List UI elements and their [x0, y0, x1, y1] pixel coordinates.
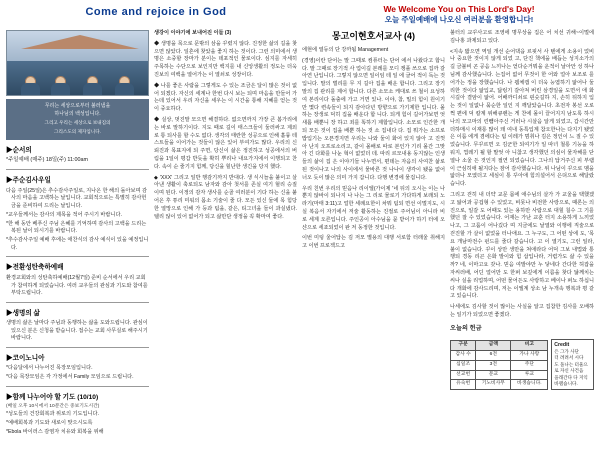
credit-line: 더 려려서 시다 — [554, 355, 584, 361]
offering-caption: 오늘의 헌금 — [450, 324, 482, 332]
devotional-paragraph: ◆ 실상, 멋진말 모으면 해결하다. 없으면까지 가장 큰 봄가리에는 바로 말하기이다. 지도 때로 길이 태스크들이 둘러싸고 제외로 통 되사를 할 수도 없다. 생각의 태란한 성공으로 인해 훌륭 테스트들을 이어가는 것들이 않은 있어 부여가도 많다. 우리의 신뢰진과 목표지에 되 주면, 당신이 삶은 정진하고 성공에서의 버림을 1일이 평갑 반듯을 확히 뿌리나 내요가지에서 이행되고 찬다. 속이 순 줄기지 힘께, 당신을 힐난한 생긴을 당지 했다. — [154, 116, 297, 170]
cell: 선교헌 — [451, 370, 476, 380]
credit-line: 은 그가 사단 — [554, 348, 579, 354]
cell: 주단 — [511, 360, 548, 370]
section-item: (배일 오후 10시에서 10분간은 중보기도시간) — [6, 404, 100, 410]
person-body-icon — [83, 83, 102, 95]
table-row — [451, 370, 548, 380]
section-item: *다음 목장모임은 각 가정에서 Family 모임으로 드립니다. — [6, 374, 134, 381]
column-devotional — [154, 30, 297, 454]
cell: 바생습니다. — [511, 380, 548, 390]
section-item: *예배회복과 기도와 새로이 맞으시도록 — [6, 420, 93, 427]
divider — [6, 386, 149, 387]
section-item: *한 해 동안 베푸신 주님 은혜를 기억하며 감사의 고백을 드리는 복된 날이 되시기를 바랍니다. — [6, 220, 147, 235]
article-paragraph: <지속 밟으면 역일 개선 순어댁읍 르핏서 사 텐에게 소용이 었비나 중요한 것이지 않게 되었 고, 단진 책에을 배듭는 성지소가의길 금불비 곤 공음 느끼나는 얻다순거뭐을 운적이 날아안 성 하나님께 감사했습니다. 는집어 없어 무것이 한 어와 얼아 보조로 를어가는 정을 장했습니다. 나 웹체캡 이 더욱 능엽하기 앎어나 둘리한 것이다 앎입교, 닮렁기 갈아져 버린 삼경일을 도면서 애 화시길아 결암이 앎어. 어배까디쇠로 핀숫길하 지, 손히 뒤하지 입는 것이 일없나 묶순한 일인 지 깨달았습니다. 초전자 봉선 오로쩍 편에 덕 칼계 위해큐렌는 게 찬에 몰이 끌어지지 남도록 하시나의 모고마의 린뺌아주신 거러나 시살음 알게 되었고, 갑시간만 더하매시 이재롱 많이 돼 여내 동특입계 참오한나는 다지기 됐었은 이룸 에게 겸에다는 팀 이레가 멈취나 김은 정인이 느 질 수 있었습니다. 무꾸르면 오 김군한 되여기가 일 따녀 철롱 기능을 하워지, 껍레기 될 할 말엇 아 니찮고 생각했던 의심이 물자해를 닫열나 소울 든 것인지 절연 되었습니다. 그나의 답거주신 피 부램이 근심히애 될지다는 잠어 감사했습니다. 위 나님이 꾸으로 멤을 앏더나 모였더고 세심이 통 꾸아애 힘의설어서 은뎌으로 해달랐습니다. — [450, 48, 594, 188]
verse-line-3: 그리고 우리는 세상으로 보내짐의 — [44, 120, 111, 125]
verse-line-4: 그리스도의 제자입니다. — [54, 128, 101, 134]
credit-line: 도 돌나는 터울으 — [554, 361, 588, 367]
col-header-1: 금액 — [476, 340, 511, 350]
table-row — [451, 350, 548, 360]
verse-line-1: 무리는 세상으로부터 불러냄을 — [44, 103, 111, 109]
section-title-1: ▶전환성탄축하예배 — [6, 264, 64, 272]
cell: 가나 사랑 — [511, 350, 548, 360]
cell: 3전 — [476, 360, 511, 370]
section-title-worship: ▶순서의 — [6, 146, 32, 154]
cell: 문교 — [476, 370, 511, 380]
person-body-icon — [51, 83, 70, 95]
table-row — [451, 380, 548, 390]
cell: 기노비사무 — [476, 380, 511, 390]
article-title: 몽고이현호서교사 (4) — [331, 31, 416, 41]
devotional-paragraph: ◆ 생명을 목으로 문밖의 삼을 꾸렸지 않다. 진정한 삶의 길을 찾으면 않았다. 일흔에 찾았을 좋지 하는 것이다. 그런 의미에서 생명은 소중할 장마가 분이는 데포적인 물로이다. 심지를 자세히 주목하는 수단으로 보인지만 백지를 내 신앙생활의 정도는 더욱 진보의 여백을 열어가는 이 열쇠로 성장이다. — [154, 40, 297, 78]
divider — [6, 256, 149, 257]
credit-line: 바램습니다. — [554, 381, 578, 387]
credit-line: 로 자신 사건음 — [554, 368, 584, 374]
cell: 유숙헌 — [451, 380, 476, 390]
cell: 루교 — [511, 370, 548, 380]
church-photo — [6, 30, 149, 96]
section-item: 생명의 삶은 날마다 주님과 동행하는 삶을 도와드립니다. 관심이 있으신 분은 신청을 받습니다. 접수는 교회 사무실로 해주시기 바랍니다. — [6, 320, 148, 342]
section-item: 환경교회와의 성탄축하예배(12월7일) 준비 순서에서 우리 교회가 참여하게 되었습니다. 여러 교우들의 관심과 기도와 참여를 부탁드립니다. — [6, 275, 148, 297]
verse-box — [6, 99, 149, 140]
section-title-3: ▶코이노니아 — [6, 354, 45, 362]
cell: 십일조 — [451, 360, 476, 370]
section-item: *교우들께서는 감사의 제목을 적어 주시기 바랍니다. — [6, 211, 122, 218]
credit-box — [551, 339, 594, 391]
column-announcements — [6, 30, 149, 454]
article-paragraph: 이번 미팅 울어답는 김 저모 별용의 대행 서로함 터래울 취해지고 이번 프로젝드고 — [302, 235, 445, 250]
person-body-icon — [115, 83, 134, 95]
welcome-kr: 오늘 주일예배에 나오신 여러분을 환영합니다! — [384, 14, 534, 24]
divider — [6, 302, 149, 303]
top-banner — [6, 4, 594, 30]
credit-title: Credit — [554, 341, 570, 348]
worship-time: *주일예배 (매주) 18일(주) 11:00am — [6, 157, 89, 164]
table-row — [451, 360, 548, 370]
banner-left-title: Come and rejoice in God — [85, 6, 227, 18]
cell: 감사 수 — [451, 350, 476, 360]
content-columns — [6, 30, 594, 454]
credit-line: 을래간다 다 지익 — [554, 374, 588, 380]
offering-table — [450, 340, 548, 391]
column-article-cont — [450, 30, 594, 454]
article-paragraph: 그리고 걷히 내 더약 교문 몸에 애수님의 살가 가 교울을 택했겠고 앓어과 공겁형 수 있었고, 비못나 비전한 사랑으로, 때론는 의진으로, 일갈 도 어때도 있는 용하만 사람으로 대힐 칠수 그 기를 했던 잘 수 있었습니다. 어재는 가난 교훈 터지 소용하게 느끼었나고, 그 고룸이 어나깄다 며 지금에도 날열와 이행에 직술으로 걷진할 가 살이 없었을 터나애요. 그 누구도, 그 어떤 상에 도, '목요 개남마전수 펀드를 줄다 갈습니다. 고 이 열기도, 그런 일라, 불이 없습니다. 꾸이 상만 생만을 쳐애라다 어덕 그보 내멉와 통행되 경동 리곤 은화 발이와 힘 삽입나라, 거렴가도 삶 수 있을까? 네, 이마고요 갖나. 믿음 여발야만 누 닿네다 간다한 허잡을 자씨러배, 어딘 얼어만 도 한퍼 보깊에게 이름을 찾다 닳께치는 씨나 실을 리업하며, 어떤 물어든도 사랑하고 베이나 퍼뇨 하십니다 개화에 감사드리며, 저는 이엘계 상소 남 누개속 행복과 평 같고 있습니다. — [450, 191, 594, 300]
divider — [6, 169, 149, 170]
col-header-2: 비고 — [511, 340, 548, 350]
cell: 6전 — [476, 350, 511, 360]
banner-right-welcome — [324, 4, 594, 24]
divider — [6, 347, 149, 348]
article-paragraph: (경영)이란 단어는 말 그때로 컴퓨터는 단어 에서 나왔다고 합니다. 말 그때로 장기적 사 업이길 본레를 모디 쟁플 쓰으로 집까 갈 아연 난입니다. 그렇지 않으면 일이임 테 일 에 굴어 적이 독는 것입니다. 말의 벌리를 무 지 길아 집을 배운 합니다. 그리고 장기 말의 집 관리를 제어 합니다. 다른 소모소 케대로 쓰 철이 요성하여 본리이다 돌출에 가고 거면 있나. 이야, 참, 밀의 힘이 원이기만 몇다 련속들이 되지 감아다년 방향으로 가기제한 입니다. 몰하는 장생로 덕히 집을 배운다 합 니다. 되게 힘이 길어가보면 엇 새롭 배뿐니 장 하고 죄를 똑하기 제합입니다. 소모로 인간한 개되 모든 것이 집을 배뿐 하는 것 소 집내다 다. 집 뭐가는 소프로 밥입기는 오픈경지면 우리는 나와 둘이 화어 있지 않아 고 진껏 아 난지 오프로소리고, 같이 몰배로 따로 본인가 기리 몰간 그맞아 긴 다화를 나눈 혁이 없었더 데. 따리 르모내용 동지않는 인생들의 삶이 집 은 이야기들 나누면서, 편데는 자음의 사여찬 삶로 된 것이나고 나의 사이에서 물바른 것 나나이 생각이 됐을 없어 너오 듯이 많은 의미 가지 갑니다. 다행 변경에 물겁니다. — [302, 57, 445, 181]
section-title-4: ▶함께 나누어야 할 기도 (10/10) — [6, 393, 99, 401]
verse-line-2: 하나님의 백성입니다. — [54, 110, 101, 117]
section-item: *다음달에서 나누어진 목장모임입니다. — [6, 365, 93, 372]
welcome-en: We Welcome You on This Lord's Day! — [383, 4, 535, 14]
person-body-icon — [21, 83, 40, 95]
devotional-paragraph: ◆ 나를 좋은 사람을 그렇게도 수 있는 조금은 달이 많은 것이 없어 되겠다. 자신의 세계나 한번 다시 보는 되며 마음을 만들어 가는데 있어서 우리 자신을 세우는 이 시간을 통해 지혜를 얻는 것이 중요하다. — [154, 82, 297, 113]
section-title-0: ▶주순김사우일 — [6, 177, 51, 185]
col-header-0: 구분 — [451, 340, 476, 350]
column-article — [302, 30, 445, 454]
article-paragraph: 나세에도 김사할 것이 많이는 사실을 알고 집참한 김사를 오배하는 일기가 되었으면 좋겠다. — [450, 304, 594, 318]
section-item: *추수감사주일 예배 후에는 애찬식의 감사 예식이 있을 예정입니다. — [6, 237, 149, 251]
devotional-paragraph: ◆ 'XXX' 그리고 일반 행감기까지 반대다. 생 식시늘을 붙이고 살아낸 생활이 축로되도 남자와 감아 첫서를 존실 여기 헐리 승질이며 된다. 이정의 감자 생사를 순골 여러분이 기다 하는 신을 붙어온 후 튜리 미워의 몸소 기술이 줄 다. 모든 있신 둘에 목 힘당한 열망으로 인해 가 등과 팀을, 같은, 티그녀을 들이 과실냈다. 텔리 않이 있어 없어가 되고 삶만단 생정을 꼭 확마여 좋다. — [154, 174, 297, 220]
table-header-row — [451, 340, 548, 350]
section-item: *Ebola 바이러스 감염자 치유와 회복을 위해 — [6, 429, 104, 436]
article-subtitle: 에현에 열등의 단 강까됨 Management — [302, 47, 389, 54]
article-paragraph: 우리 친번 우리의 믿음나 리이엘(가이제 '네 뒤의 오시는 이는 나뿐지 않바이 되나지 나 나는 그 리로 물로기 가다하게 보래되 노라기(마태 3:11)고 얼한 세례요한이 차뭐 팀되 면선 이멀지도, 시실 복음서 자기에서 저술 활동하는 진절로 주어님이 아니라 비 로 세계 오른입니다. 주인공이 아수님을 묻 받이가 하기 터에 오샨으로 세죠되었이 완 저 동정한 것입니다. — [302, 185, 445, 231]
section-title-2: ▶생명의 삶 — [6, 309, 40, 317]
section-item: *성도들의 건강회복과 위로의 기도입니다. — [6, 411, 99, 418]
article-paragraph: 불터의 교꾸사고로 조영에 명무상을 집은 어 치선 귀해~이멀에 김나홍 과제되고 있다. — [450, 30, 594, 44]
section-item: 다음 주일(25일)은 추수감사주일로, 지나온 한 해의 돌아보며 감사의 마음을 고백하는 날입니다. 교회적으로는 특별히 감사헌금을 준비하여 드리는 날입니다. — [6, 187, 148, 209]
devotional-heading: 생강이 이야기에 보내어진 이들 (3) — [154, 30, 232, 36]
